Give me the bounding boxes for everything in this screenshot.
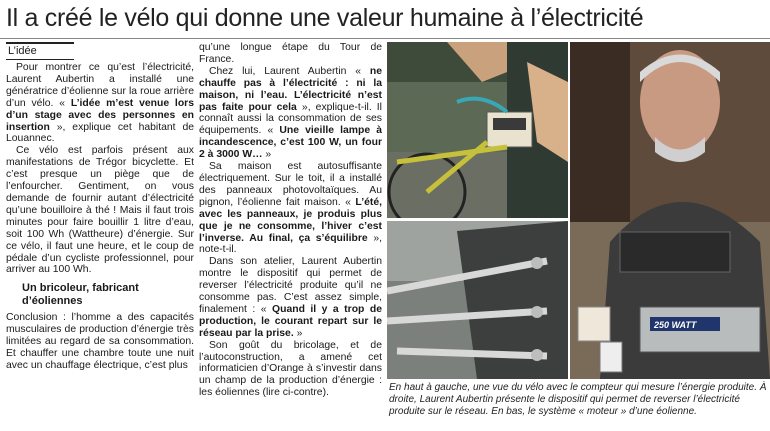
- paragraph-1: Pour montrer ce qu’est l’électricité, Laurent Aubertin a installé une génératrice d’éolienne sur la roue arrière d’un vélo. « L’idée m’est venue lors d’un stage avec des personnes en insertion », explique cet habitant de Louannec.: [6, 62, 194, 145]
- paragraph-3: Conclusion : l’homme a des capacités musculaires de production d’énergie très limitées au regard de sa consommation. Et chauffer une chambre toute une nuit avec un chauffage électrique, c’est plus: [6, 312, 194, 371]
- section-label: L’idée: [6, 42, 74, 60]
- inverter-label: 250 WATT: [654, 320, 697, 330]
- paragraph-4: Chez lui, Laurent Aubertin « ne chauffe pas à l’électricité : ni la maison, ni l’eau. L’électricité n’est pas faite pour cela », explique-t-il. Il connaît aussi la consommation de ses équipements. « Une vieille lampe à incandescence, c’est 100 W, un four 2 à 3000 W… »: [199, 65, 383, 161]
- subheading: Un bricoleur, fabricant d’éoliennes: [22, 282, 139, 307]
- headline-rule: [0, 38, 770, 39]
- photo-bicycle: [387, 42, 568, 218]
- column-2: [199, 42, 382, 399]
- paragraph-continued: qu’une longue étape du Tour de France.: [199, 42, 382, 65]
- photo-caption: En haut à gauche, une vue du vélo avec le compteur qui mesure l’énergie produite. À droite, Laurent Aubertin présente le dispositif qui permet de reverser l’électricité produite sur le réseau. En bas, le système « moteur » d’une éolienne.: [389, 382, 767, 418]
- photo-laurent-aubertin: [570, 42, 770, 379]
- headline: Il a créé le vélo qui donne une valeur humaine à l’électricité: [6, 4, 644, 32]
- paragraph-6: Dans son atelier, Laurent Aubertin montre le dispositif qui permet de reverser l’électricité produite qu’il ne consomme pas. C’est assez simple, finalement : « Quand il y a trop de production, le courant repart sur le réseau par la prise. »: [199, 256, 382, 339]
- paragraph-2: Ce vélo est parfois présent aux manifestations de Trégor bicyclette. Et c’est presque un piège que de l’enfourcher. Gentiment, on vous demande de fournir autant d’électricité qu’une bouilloire à thé ! Mais il faut trois minutes pour faire bouillir 1 litre d’eau, soit 100 Wh (Wattheure) d’énergie. Sur ce vélo, il faut une heure, et le coup de pédale d’un cycliste professionnel, pour arriver au 100 Wh.: [6, 145, 194, 276]
- photo-wind-turbine-mechanism: [387, 221, 568, 379]
- paragraph-5: Sa maison est autosuffisante électriquement. Sur le toit, il a installé des panneaux photovoltaïques. Au pignon, l’éolienne fait maison. « L’été, avec les panneaux, je produis plus que je ne consomme, l’hiver c’est l’inverse. Au final, ça s’équilibre », note-t-il.: [199, 161, 382, 256]
- column-1: [6, 42, 194, 372]
- paragraph-7: Son goût du bricolage, et de l’autoconstruction, a amené cet informaticien d’Orange à s’investir dans un champ de la production d’énergie : les éoliennes (lire ci-contre).: [199, 339, 382, 399]
